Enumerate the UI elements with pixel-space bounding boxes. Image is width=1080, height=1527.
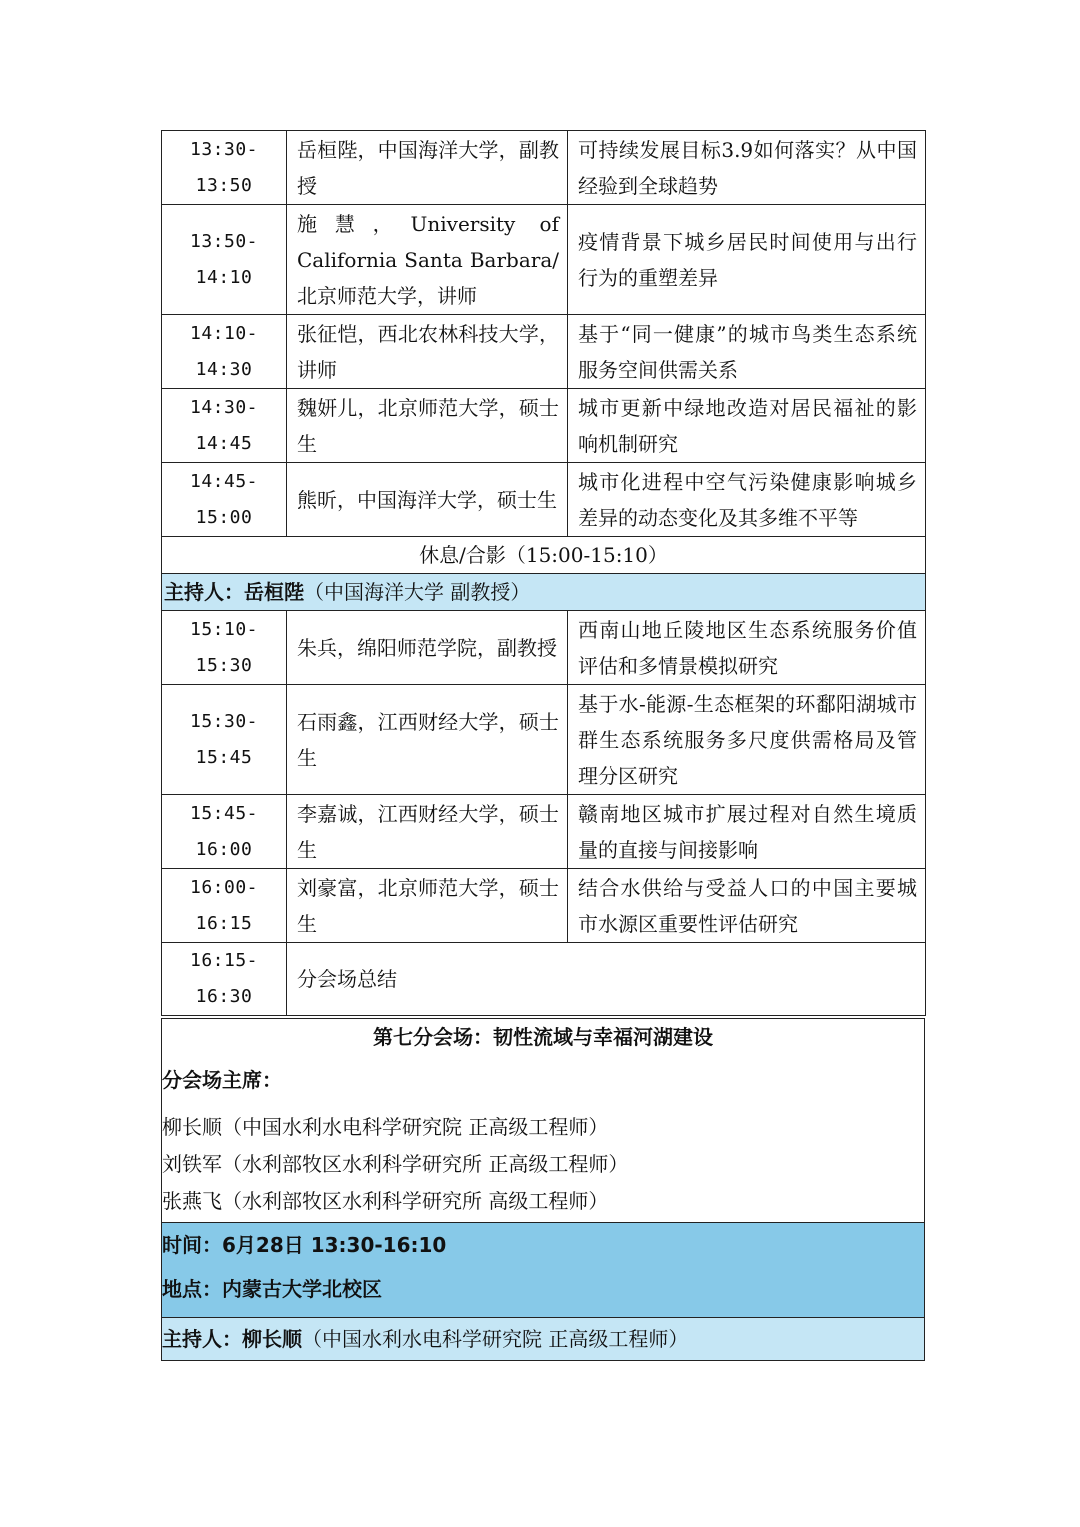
- time-cell: 15:30-15:45: [162, 685, 287, 795]
- session7-header-cell: [162, 1019, 925, 1223]
- topic-cell: 城市化进程中空气污染健康影响城乡差异的动态变化及其多维不平等: [568, 463, 926, 537]
- host-label: 主持人：: [164, 580, 244, 604]
- host-cell: [162, 1318, 925, 1361]
- time-cell: 13:30-13:50: [162, 131, 287, 205]
- speaker-cell: 朱兵，绵阳师范学院，副教授: [287, 611, 568, 685]
- session7-table: [161, 1018, 925, 1361]
- session-venue: 地点：内蒙古大学北校区: [162, 1277, 382, 1301]
- chairs-list: [162, 1095, 924, 1222]
- table-row: [162, 795, 926, 869]
- chair-item: 张燕飞（水利部牧区水利科学研究所 高级工程师）: [162, 1189, 609, 1213]
- host-cell: [162, 574, 926, 611]
- table-row: [162, 389, 926, 463]
- speaker-cell: 石雨鑫，江西财经大学，硕士生: [287, 685, 568, 795]
- break-row: [162, 537, 926, 574]
- session-title: 第七分会场：韧性流域与幸福河湖建设: [373, 1025, 713, 1049]
- session7-header-row: [162, 1019, 925, 1223]
- time-cell: 15:45-16:00: [162, 795, 287, 869]
- topic-cell: 赣南地区城市扩展过程对自然生境质量的直接与间接影响: [568, 795, 926, 869]
- time-cell: 14:10-14:30: [162, 315, 287, 389]
- time-cell: 16:15-16:30: [162, 943, 287, 1016]
- schedule-table: [161, 130, 926, 1016]
- break-text: 休息/合影（15:00-15:10）: [162, 537, 926, 574]
- speaker-cell: 刘豪富，北京师范大学，硕士生: [287, 869, 568, 943]
- time-cell: 14:45-15:00: [162, 463, 287, 537]
- speaker-cell: 熊昕，中国海洋大学，硕士生: [287, 463, 568, 537]
- speaker-cell: 施慧，University of California Santa Barbara/北京师范大学，讲师: [287, 205, 568, 315]
- table-row: [162, 315, 926, 389]
- table-row: [162, 205, 926, 315]
- chairs-label: 分会场主席：: [162, 1068, 282, 1092]
- topic-cell: 结合水供给与受益人口的中国主要城市水源区重要性评估研究: [568, 869, 926, 943]
- topic-cell: 西南山地丘陵地区生态系统服务价值评估和多情景模拟研究: [568, 611, 926, 685]
- topic-cell: 疫情背景下城乡居民时间使用与出行行为的重塑差异: [568, 205, 926, 315]
- host-name: 柳长顺: [242, 1327, 302, 1351]
- time-cell: 13:50-14:10: [162, 205, 287, 315]
- time-cell: 14:30-14:45: [162, 389, 287, 463]
- host-detail: （中国海洋大学 副教授）: [304, 580, 531, 604]
- table-row: [162, 869, 926, 943]
- table-row: [162, 131, 926, 205]
- table-row: [162, 685, 926, 795]
- topic-cell: 基于水-能源-生态框架的环鄱阳湖城市群生态系统服务多尺度供需格局及管理分区研究: [568, 685, 926, 795]
- speaker-cell: 岳桓陛，中国海洋大学，副教授: [287, 131, 568, 205]
- time-cell: 15:10-15:30: [162, 611, 287, 685]
- speaker-cell: 张征恺，西北农林科技大学，讲师: [287, 315, 568, 389]
- host-label: 主持人：: [162, 1327, 242, 1351]
- table-row: [162, 463, 926, 537]
- summary-row: [162, 943, 926, 1016]
- summary-text: 分会场总结: [287, 943, 926, 1016]
- host-detail: （中国水利水电科学研究院 正高级工程师）: [302, 1327, 689, 1351]
- host-name: 岳桓陛: [244, 580, 304, 604]
- session7-info-row: [162, 1223, 925, 1318]
- session7-host-row: [162, 1318, 925, 1361]
- session-time: 时间：6月28日 13:30-16:10: [162, 1233, 447, 1257]
- chair-item: 刘铁军（水利部牧区水利科学研究所 正高级工程师）: [162, 1152, 629, 1176]
- topic-cell: 可持续发展目标3.9如何落实？从中国经验到全球趋势: [568, 131, 926, 205]
- topic-cell: 基于“同一健康”的城市鸟类生态系统服务空间供需关系: [568, 315, 926, 389]
- table-row: [162, 611, 926, 685]
- chair-item: 柳长顺（中国水利水电科学研究院 正高级工程师）: [162, 1115, 609, 1139]
- speaker-cell: 李嘉诚，江西财经大学，硕士生: [287, 795, 568, 869]
- speaker-cell: 魏妍儿，北京师范大学，硕士生: [287, 389, 568, 463]
- info-cell: [162, 1223, 925, 1318]
- topic-cell: 城市更新中绿地改造对居民福祉的影响机制研究: [568, 389, 926, 463]
- time-cell: 16:00-16:15: [162, 869, 287, 943]
- host-row: [162, 574, 926, 611]
